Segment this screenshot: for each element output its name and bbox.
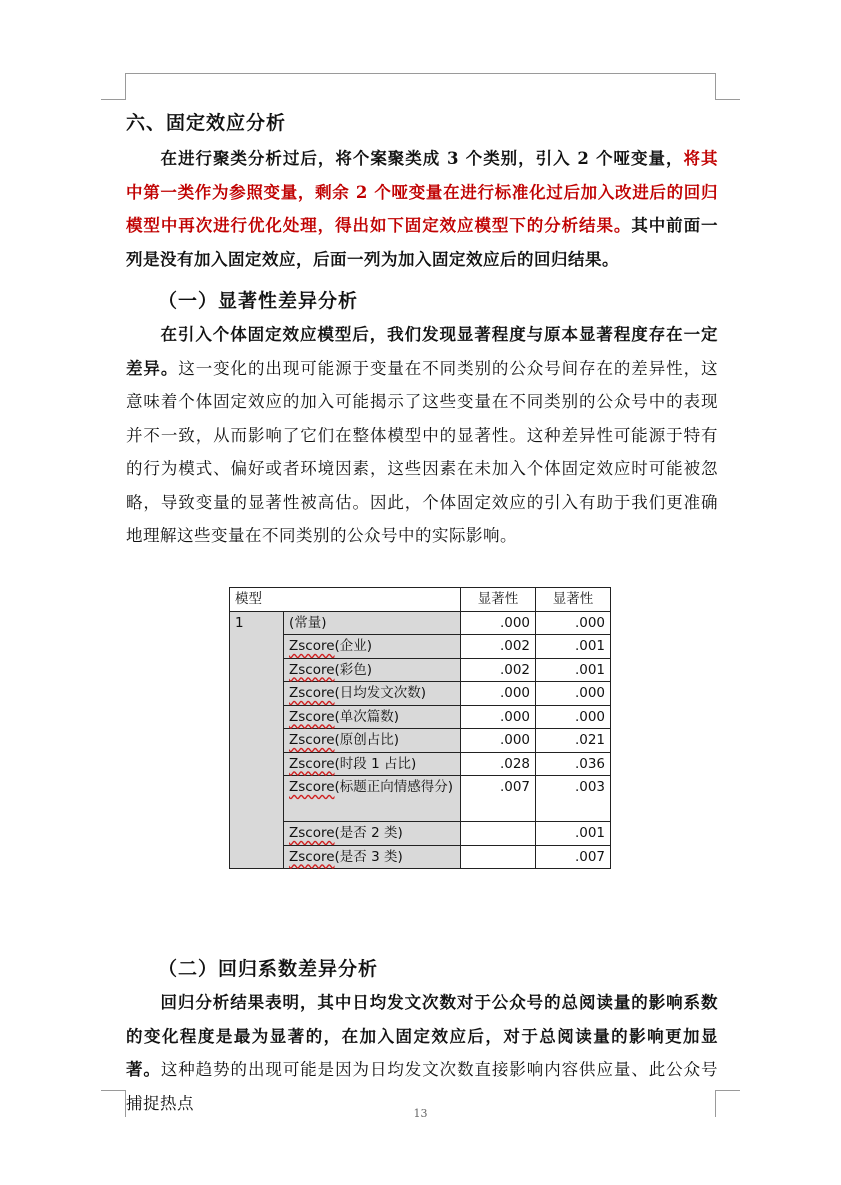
crop-mark-top-left-h [101, 99, 126, 100]
row-sig-2: .007 [536, 845, 611, 869]
table-row [230, 705, 611, 729]
row-sig-1: .000 [461, 729, 536, 753]
header-model: 模型 [230, 588, 461, 612]
subsection-heading-significance: （一）显著性差异分析 [158, 290, 359, 312]
crop-mark-top-left-v [125, 73, 126, 100]
row-sig-2: .036 [536, 752, 611, 776]
row-sig-1: .028 [461, 752, 536, 776]
row-label: Zscore(彩色) [284, 658, 461, 682]
row-label: Zscore(原创占比) [284, 729, 461, 753]
top-margin-line [125, 73, 716, 74]
significance-bold-text: 在引入个体固定效应模型后，我们发现显著程度与原本显著程度存在一定差异。 [126, 325, 718, 378]
coefficients-text: 这种趋势的出现可能是因为日均发文次数直接影响内容供应量、此公众号捕捉热点 [126, 1060, 719, 1113]
row-label: Zscore(时段 1 占比) [284, 752, 461, 776]
intro-paragraph [126, 142, 718, 276]
row-sig-1: .000 [461, 682, 536, 706]
table-row [230, 729, 611, 753]
significance-text: 这一变化的出现可能源于变量在不同类别的公众号间存在的差异性，这意味着个体固定效应的加入可能揭示了这些变量在不同类别的公众号中的表现并不一致，从而影响了它们在整体模型中的显著性。这种差异性可能源于特有的行为模式、偏好或者环境因素，这些因素在未加入个体固定效应时可能被忽略，导致变量的显著性被高估。因此，个体固定效应的引入有助于我们更准确地理解这些变量在不同类别的公众号中的实际影响。 [126, 358, 719, 545]
intro-text-1: 在进行聚类分析过后，将个案聚类成 3 个类别，引入 2 个哑变量， [160, 149, 684, 168]
table-row [230, 611, 611, 635]
crop-mark-bottom-right-h [715, 1090, 740, 1091]
row-label: Zscore(是否 3 类) [284, 845, 461, 869]
row-label: Zscore(标题正向情感得分) [284, 776, 461, 822]
header-sig-2: 显著性 [536, 588, 611, 612]
model-id: 1 [230, 611, 284, 869]
row-sig-1: .002 [461, 658, 536, 682]
row-label: Zscore(单次篇数) [284, 705, 461, 729]
row-sig-1: .000 [461, 611, 536, 635]
table-row [230, 682, 611, 706]
coefficients-paragraph [126, 986, 719, 1113]
row-sig-2: .001 [536, 658, 611, 682]
row-sig-2: .000 [536, 682, 611, 706]
row-label: Zscore(是否 2 类) [284, 822, 461, 846]
table-row [230, 635, 611, 659]
page-number: 13 [413, 1107, 428, 1120]
coefficients-bold-text: 回归分析结果表明，其中日均发文次数对于公众号的总阅读量的影响系数的变化程度是最为显著的，在加入固定效应后，对于总阅读量的影响更加显著。 [126, 993, 718, 1079]
table-row [230, 776, 611, 822]
significance-paragraph [126, 318, 718, 553]
significance-table [229, 587, 611, 869]
row-sig-2: .000 [536, 705, 611, 729]
row-sig-2: .000 [536, 611, 611, 635]
row-sig-2: .001 [536, 822, 611, 846]
table-row [230, 822, 611, 846]
row-sig-2: .021 [536, 729, 611, 753]
header-sig-1: 显著性 [461, 588, 536, 612]
table-row [230, 658, 611, 682]
section-heading: 六、固定效应分析 [126, 112, 287, 134]
crop-mark-top-right-h [715, 99, 740, 100]
row-sig-1: .007 [461, 776, 536, 822]
table-row [230, 845, 611, 869]
table-row [230, 752, 611, 776]
row-sig-1 [461, 845, 536, 869]
row-sig-1: .000 [461, 705, 536, 729]
row-sig-1 [461, 822, 536, 846]
intro-text-3: 其中前面一列是没有加入固定效应，后面一列为加入固定效应后的回归结果。 [126, 216, 719, 269]
crop-mark-bottom-left-h [101, 1090, 126, 1091]
row-label: Zscore(日均发文次数) [284, 682, 461, 706]
row-sig-1: .002 [461, 635, 536, 659]
crop-mark-top-right-v [715, 73, 716, 100]
row-label: (常量) [284, 611, 461, 635]
row-label: Zscore(企业) [284, 635, 461, 659]
intro-text-red: 将其中第一类作为参照变量，剩余 2 个哑变量在进行标准化过后加入改进后的回归模型中再次进行优化处理，得出如下固定效应模型下的分析结果。 [126, 149, 718, 235]
subsection-heading-coefficients: （二）回归系数差异分析 [158, 958, 379, 980]
row-sig-2: .001 [536, 635, 611, 659]
table-header-row [230, 588, 611, 612]
row-sig-2: .003 [536, 776, 611, 822]
